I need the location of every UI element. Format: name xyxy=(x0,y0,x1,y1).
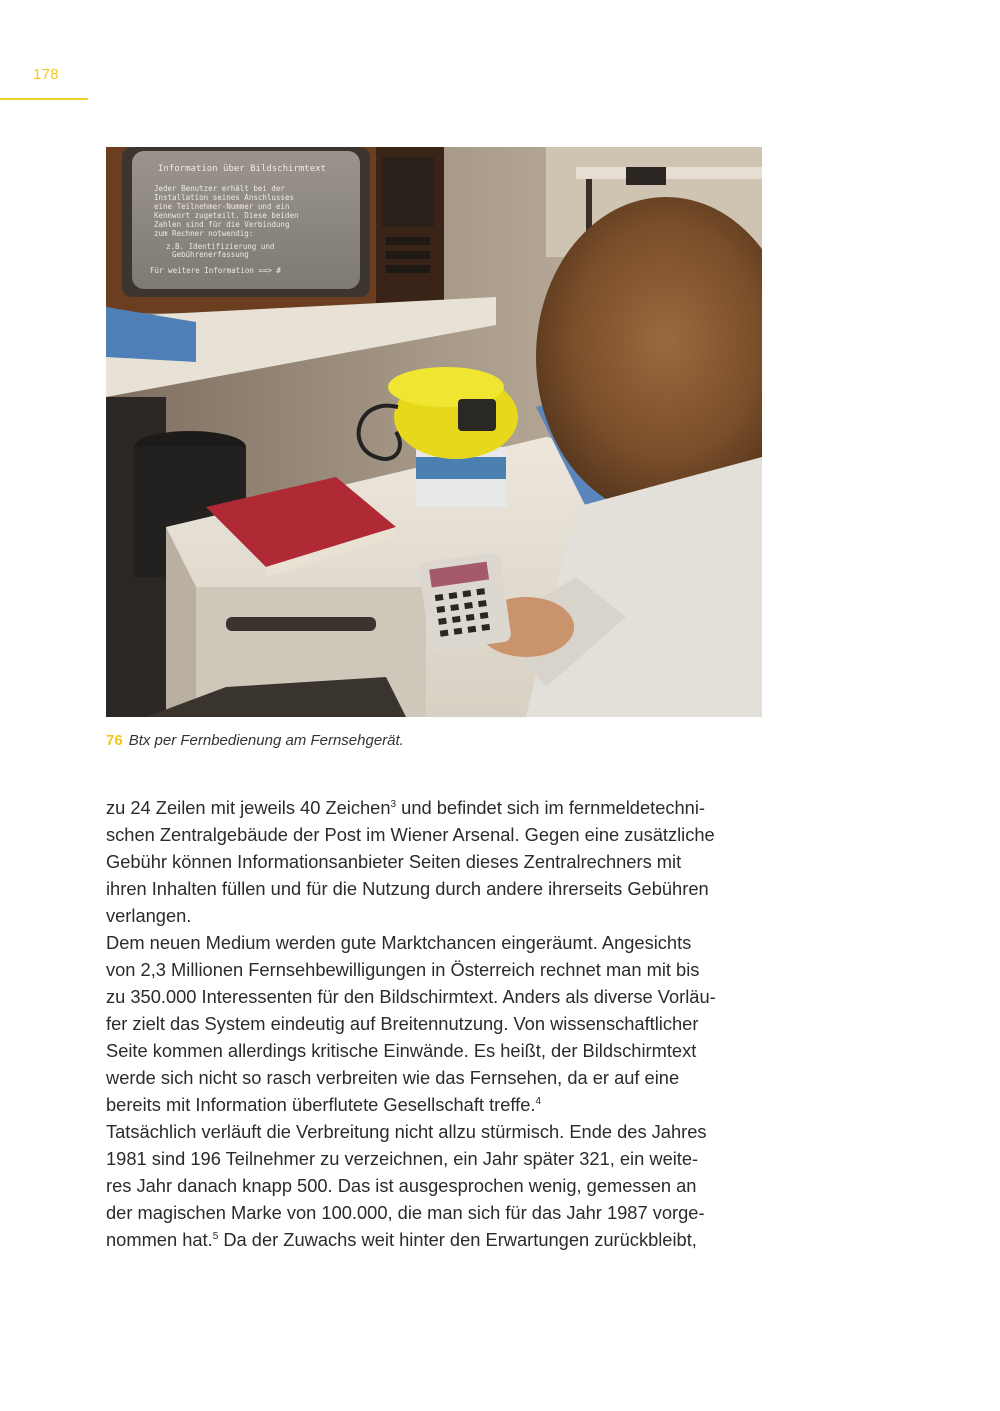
text-line: bereits mit Information überflutete Gesellschaft treffe.$^4$ xyxy=(106,1094,542,1115)
svg-text:Information über Bildschirmtex: Information über Bildschirmtext xyxy=(158,164,326,174)
text-line: von 2,3 Millionen Fernsehbewilligungen in Österreich rechnet man mit bis xyxy=(106,959,700,980)
figure-caption-text: Btx per Fernbedienung am Fernsehgerät. xyxy=(128,732,404,749)
svg-text:Jeder Benutzer erhält bei der: Jeder Benutzer erhält bei der xyxy=(154,184,285,193)
footnote-ref: 3 xyxy=(390,799,397,810)
svg-text:Kennwort zugeteilt. Diese beid: Kennwort zugeteilt. Diese beiden xyxy=(154,211,299,220)
text-line: zu 350.000 Interessenten für den Bildschirmtext. Anders als diverse Vorläu- xyxy=(106,986,716,1007)
text-line: fer zielt das System eindeutig auf Breitennutzung. Von wissenschaftlicher xyxy=(106,1013,699,1034)
svg-text:zum Rechner notwendig:: zum Rechner notwendig: xyxy=(154,229,254,238)
text-line: Tatsächlich verläuft die Verbreitung nicht allzu stürmisch. Ende des Jahres xyxy=(106,1121,707,1142)
text-line: werde sich nicht so rasch verbreiten wie das Fernsehen, da er auf eine xyxy=(106,1067,680,1088)
svg-text:Installation seines Anschlusse: Installation seines Anschlusses xyxy=(154,193,294,202)
svg-text:z.B. Identifizierung und: z.B. Identifizierung und xyxy=(166,242,275,251)
photo-illustration xyxy=(106,147,762,717)
svg-text:Zahlen sind für die Verbindung: Zahlen sind für die Verbindung xyxy=(154,220,290,229)
svg-text:Für weitere Information ==> #: Für weitere Information ==> # xyxy=(150,266,281,275)
figure-number: 76 xyxy=(106,732,123,749)
page-number-rule xyxy=(0,98,88,100)
text-line: verlangen. xyxy=(106,905,192,926)
svg-text:eine Teilnehmer-Nummer und ein: eine Teilnehmer-Nummer und ein xyxy=(154,202,290,211)
text-line: Seite kommen allerdings kritische Einwände. Es heißt, der Bildschirmtext xyxy=(106,1040,697,1061)
svg-text:Gebührenerfassung: Gebührenerfassung xyxy=(172,250,249,259)
text-line: schen Zentralgebäude der Post im Wiener Arsenal. Gegen eine zusätzliche xyxy=(106,824,715,845)
text-line: res Jahr danach knapp 500. Das ist ausgesprochen wenig, gemessen an xyxy=(106,1175,697,1196)
page-number: 178 xyxy=(33,66,59,83)
text-line: Dem neuen Medium werden gute Marktchancen eingeräumt. Angesichts xyxy=(106,932,692,953)
text-line: ihren Inhalten füllen und für die Nutzung durch andere ihrerseits Gebühren xyxy=(106,878,709,899)
footnote-ref: 4 xyxy=(535,1096,542,1107)
figure-caption xyxy=(106,732,404,749)
text-line: nommen hat.$^5$ Da der Zuwachs weit hinter den Erwartungen zurückbleibt, xyxy=(106,1229,697,1250)
text-line: der magischen Marke von 100.000, die man sich für das Jahr 1987 vorge- xyxy=(106,1202,705,1223)
body-text xyxy=(106,794,766,1253)
figure-photo xyxy=(106,147,762,717)
text-line: 1981 sind 196 Teilnehmer zu verzeichnen, ein Jahr später 321, ein weite- xyxy=(106,1148,699,1169)
text-line: Gebühr können Informationsanbieter Seiten dieses Zentralrechners mit xyxy=(106,851,682,872)
footnote-ref: 5 xyxy=(212,1231,219,1242)
text-line: zu 24 Zeilen mit jeweils 40 Zeichen$^3$ und befindet sich im fernmeldetechni- xyxy=(106,797,705,818)
